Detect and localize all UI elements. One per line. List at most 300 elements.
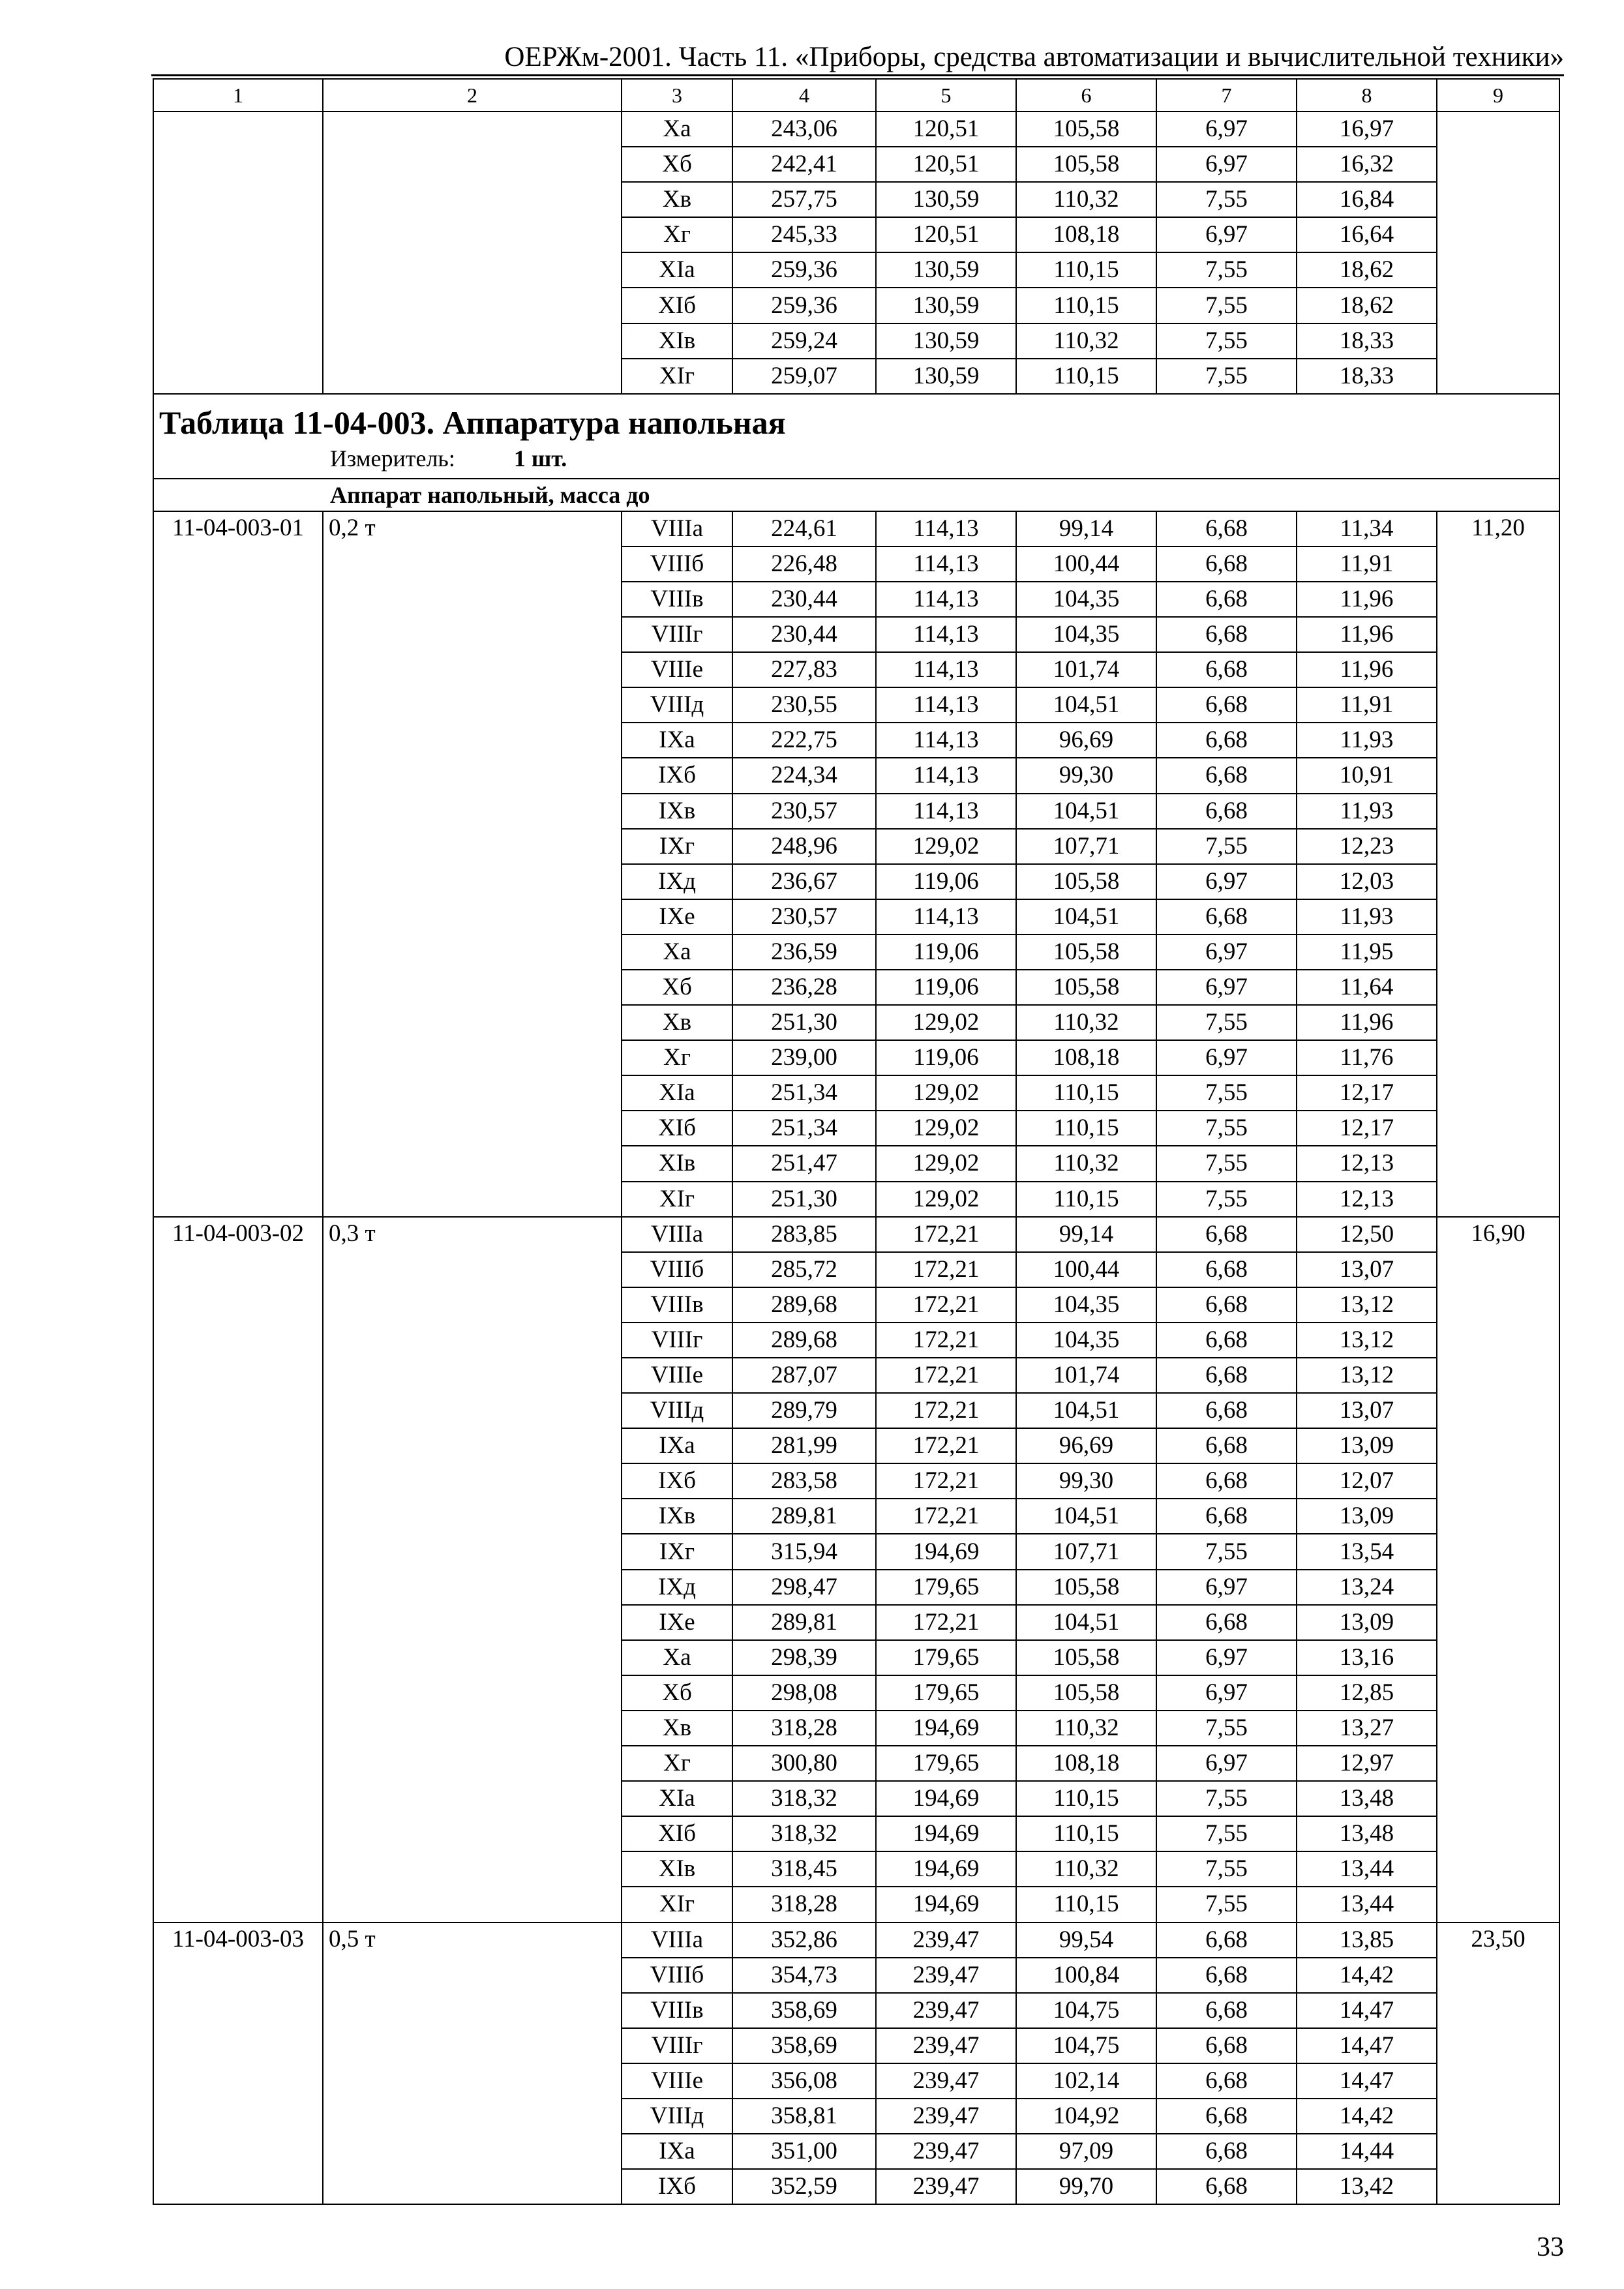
table-cell: 13,85: [1297, 1922, 1437, 1958]
table-cell: 194,69: [876, 1781, 1016, 1816]
table-cell: 11,93: [1297, 794, 1437, 829]
table-cell: VIIIг: [622, 1323, 732, 1358]
table-cell: 110,15: [1016, 1075, 1156, 1111]
table-title-row: [153, 394, 1559, 479]
table-cell: 6,97: [1156, 1746, 1297, 1781]
table-cell: Хв: [622, 182, 732, 217]
table-cell: VIIIб: [622, 1252, 732, 1287]
table-cell: 6,68: [1156, 652, 1297, 687]
table-cell: 7,55: [1156, 1005, 1297, 1040]
table-cell: 120,51: [876, 217, 1016, 252]
table-cell: 110,32: [1016, 1146, 1156, 1181]
table-cell: 13,12: [1297, 1358, 1437, 1393]
table-cell: 105,58: [1016, 1640, 1156, 1675]
table-cell: 99,14: [1016, 511, 1156, 546]
table-cell: 105,58: [1016, 935, 1156, 970]
table-cell: 100,44: [1016, 1252, 1156, 1287]
table-cell: 6,97: [1156, 217, 1297, 252]
table-cell: ХIб: [622, 288, 732, 323]
table-cell: 6,68: [1156, 1428, 1297, 1463]
table-cell: 230,44: [732, 617, 876, 652]
table-cell: 318,32: [732, 1781, 876, 1816]
table-cell: 14,42: [1297, 1958, 1437, 1993]
table-cell: 7,55: [1156, 1887, 1297, 1922]
table-cell: 130,59: [876, 359, 1016, 394]
table-cell: 7,55: [1156, 1534, 1297, 1569]
table-cell: 11,93: [1297, 899, 1437, 935]
table-cell: 7,55: [1156, 252, 1297, 288]
table-cell: 16,32: [1297, 147, 1437, 182]
table-cell: 239,47: [876, 1993, 1016, 2028]
table-cell: 14,42: [1297, 2099, 1437, 2134]
table-cell: 119,06: [876, 935, 1016, 970]
table-cell: 114,13: [876, 546, 1016, 582]
table-cell: 227,83: [732, 652, 876, 687]
table-cell: 239,00: [732, 1040, 876, 1075]
table-cell: 226,48: [732, 546, 876, 582]
table-cell: VIIIе: [622, 2063, 732, 2099]
table-cell: 257,75: [732, 182, 876, 217]
table-cell: 224,61: [732, 511, 876, 546]
table-cell: 13,44: [1297, 1887, 1437, 1922]
table-cell: 114,13: [876, 582, 1016, 617]
table-cell: 289,79: [732, 1393, 876, 1428]
table-cell: 129,02: [876, 1111, 1016, 1146]
table-cell: IХв: [622, 794, 732, 829]
table-cell: 251,30: [732, 1005, 876, 1040]
table-cell: 239,47: [876, 2169, 1016, 2204]
table-cell: Ха: [622, 1640, 732, 1675]
table-cell: IХв: [622, 1499, 732, 1534]
table-cell: 129,02: [876, 1075, 1016, 1111]
table-cell: 119,06: [876, 1040, 1016, 1075]
table-cell: 13,07: [1297, 1252, 1437, 1287]
table-cell: 105,58: [1016, 1675, 1156, 1711]
page-number: 33: [1537, 2232, 1564, 2262]
table-cell: 11,64: [1297, 970, 1437, 1005]
mass-limit: 0,5 т: [323, 1922, 622, 2205]
rate-code: 11-04-003-03: [153, 1922, 323, 2205]
table-cell: IХе: [622, 1605, 732, 1640]
table-cell: 172,21: [876, 1428, 1016, 1463]
unit-label: Измеритель:: [330, 445, 455, 471]
table-cell: 6,97: [1156, 1040, 1297, 1075]
table-cell: 13,48: [1297, 1816, 1437, 1851]
table-cell: 129,02: [876, 1182, 1016, 1217]
table-cell: 16,64: [1297, 217, 1437, 252]
table-cell: 108,18: [1016, 1040, 1156, 1075]
table-cell: 14,47: [1297, 2028, 1437, 2063]
table-cell: 107,71: [1016, 1534, 1156, 1569]
table-cell: 318,28: [732, 1711, 876, 1746]
table-cell: 236,59: [732, 935, 876, 970]
table-cell: IХд: [622, 1570, 732, 1605]
table-cell: Ха: [622, 112, 732, 147]
table-cell: 6,68: [1156, 1993, 1297, 2028]
table-cell: 194,69: [876, 1816, 1016, 1851]
table-cell: 230,57: [732, 899, 876, 935]
table-cell: 110,15: [1016, 1182, 1156, 1217]
table-cell: 119,06: [876, 970, 1016, 1005]
table-cell: Хб: [622, 147, 732, 182]
table-cell: 11,96: [1297, 1005, 1437, 1040]
table-cell: 6,68: [1156, 2028, 1297, 2063]
table-cell: IХг: [622, 1534, 732, 1569]
table-cell: 239,47: [876, 2063, 1016, 2099]
table-cell: 172,21: [876, 1605, 1016, 1640]
table-cell: 104,75: [1016, 2028, 1156, 2063]
table-cell: 356,08: [732, 2063, 876, 2099]
table-cell: 11,91: [1297, 687, 1437, 723]
table-cell: 259,07: [732, 359, 876, 394]
table-cell: VIIIа: [622, 1922, 732, 1958]
table-cell: ХIа: [622, 252, 732, 288]
table-cell: 251,34: [732, 1111, 876, 1146]
table-cell: 13,12: [1297, 1323, 1437, 1358]
table-cell: 104,35: [1016, 1287, 1156, 1323]
table-cell: IХб: [622, 1463, 732, 1499]
table-cell: 110,15: [1016, 1111, 1156, 1146]
table-cell: 10,91: [1297, 758, 1437, 793]
table-cell: 6,68: [1156, 1393, 1297, 1428]
table-cell: Хб: [622, 1675, 732, 1711]
table-cell: ХIг: [622, 1887, 732, 1922]
table-cell: 6,97: [1156, 112, 1297, 147]
table-cell: 251,47: [732, 1146, 876, 1181]
table-cell: 172,21: [876, 1217, 1016, 1252]
table-cell: 6,68: [1156, 617, 1297, 652]
table-cell: 114,13: [876, 723, 1016, 758]
table-cell: 7,55: [1156, 1146, 1297, 1181]
table-cell: 14,47: [1297, 2063, 1437, 2099]
table-cell: 298,08: [732, 1675, 876, 1711]
table-cell: 96,69: [1016, 1428, 1156, 1463]
table-cell: 101,74: [1016, 652, 1156, 687]
table-cell: 13,24: [1297, 1570, 1437, 1605]
table-cell: ХIг: [622, 359, 732, 394]
table-cell: 358,81: [732, 2099, 876, 2134]
table-cell: 110,15: [1016, 252, 1156, 288]
table-cell: 6,68: [1156, 1922, 1297, 1958]
table-cell: 119,06: [876, 864, 1016, 899]
table-cell: 110,15: [1016, 1887, 1156, 1922]
table-cell: ХIг: [622, 1182, 732, 1217]
rates-table: [153, 78, 1560, 2205]
table-cell: 7,55: [1156, 1816, 1297, 1851]
table-cell: 18,33: [1297, 323, 1437, 359]
table-cell: 105,58: [1016, 1570, 1156, 1605]
table-cell: 6,68: [1156, 1287, 1297, 1323]
table-cell: 114,13: [876, 758, 1016, 793]
table-cell: 100,44: [1016, 546, 1156, 582]
table-cell: 104,51: [1016, 794, 1156, 829]
table-cell: 283,85: [732, 1217, 876, 1252]
table-cell: 12,07: [1297, 1463, 1437, 1499]
table-cell: 110,15: [1016, 359, 1156, 394]
table-cell: VIIIд: [622, 1393, 732, 1428]
table-cell: 11,76: [1297, 1040, 1437, 1075]
table-cell: 230,55: [732, 687, 876, 723]
table-cell: 7,55: [1156, 323, 1297, 359]
table-cell: 6,97: [1156, 147, 1297, 182]
table-cell: 172,21: [876, 1287, 1016, 1323]
table-cell: 12,50: [1297, 1217, 1437, 1252]
table-cell: 172,21: [876, 1463, 1016, 1499]
table-cell: 12,17: [1297, 1075, 1437, 1111]
table-cell: 13,42: [1297, 2169, 1437, 2204]
table-cell: 6,68: [1156, 2099, 1297, 2134]
table-cell: 6,97: [1156, 1570, 1297, 1605]
table-cell: 18,62: [1297, 288, 1437, 323]
table-cell: 230,44: [732, 582, 876, 617]
table-cell: 114,13: [876, 652, 1016, 687]
column-number-2: 2: [323, 79, 622, 112]
table-cell: 239,47: [876, 2134, 1016, 2169]
table-cell: 6,68: [1156, 2169, 1297, 2204]
table-cell: 289,68: [732, 1323, 876, 1358]
table-cell: 11,93: [1297, 723, 1437, 758]
section-title-row: [153, 479, 1559, 511]
table-cell: 13,09: [1297, 1499, 1437, 1534]
table-cell: 104,75: [1016, 1993, 1156, 2028]
table-cell: IХб: [622, 758, 732, 793]
table-cell: 110,15: [1016, 1781, 1156, 1816]
table-cell: 104,51: [1016, 687, 1156, 723]
table-cell: 6,68: [1156, 1958, 1297, 1993]
table-cell: 179,65: [876, 1675, 1016, 1711]
table-cell: 243,06: [732, 112, 876, 147]
table-cell: 12,97: [1297, 1746, 1437, 1781]
table-cell: 358,69: [732, 1993, 876, 2028]
table-cell: 105,58: [1016, 147, 1156, 182]
column-number-9: 9: [1437, 79, 1559, 112]
table-cell: 172,21: [876, 1358, 1016, 1393]
column-number-5: 5: [876, 79, 1016, 112]
table-cell: 12,13: [1297, 1146, 1437, 1181]
table-cell: 239,47: [876, 2028, 1016, 2063]
table-cell: 6,68: [1156, 1605, 1297, 1640]
table-cell: ХIа: [622, 1781, 732, 1816]
table-row: [153, 511, 1559, 546]
table-cell: 194,69: [876, 1851, 1016, 1887]
table-cell: 129,02: [876, 1146, 1016, 1181]
table-cell: 352,59: [732, 2169, 876, 2204]
section-title: Аппарат напольный, масса до: [153, 479, 1559, 511]
table-cell: 287,07: [732, 1358, 876, 1393]
table-cell: Хг: [622, 1746, 732, 1781]
table-cell: 179,65: [876, 1570, 1016, 1605]
table-cell: 285,72: [732, 1252, 876, 1287]
table-cell: VIIIг: [622, 617, 732, 652]
table-cell: 6,68: [1156, 1323, 1297, 1358]
table-cell: 11,96: [1297, 617, 1437, 652]
table-cell: 251,34: [732, 1075, 876, 1111]
table-cell: 245,33: [732, 217, 876, 252]
table-cell: 6,97: [1156, 1675, 1297, 1711]
table-cell: 100,84: [1016, 1958, 1156, 1993]
table-cell: 108,18: [1016, 1746, 1156, 1781]
table-cell: 7,55: [1156, 182, 1297, 217]
table-cell: 105,58: [1016, 112, 1156, 147]
table-cell: 251,30: [732, 1182, 876, 1217]
table-cell: IХд: [622, 864, 732, 899]
table-cell: ХIб: [622, 1816, 732, 1851]
col9-value: 11,20: [1437, 511, 1559, 1217]
table-cell: 7,55: [1156, 829, 1297, 864]
table-cell: VIIIа: [622, 1217, 732, 1252]
table-cell: 6,68: [1156, 687, 1297, 723]
unit-line: [159, 443, 1554, 474]
table-cell: 6,68: [1156, 546, 1297, 582]
table-cell: VIIIе: [622, 652, 732, 687]
table-cell: 114,13: [876, 794, 1016, 829]
table-cell: 6,97: [1156, 970, 1297, 1005]
table-cell: 298,47: [732, 1570, 876, 1605]
table-cell: 13,27: [1297, 1711, 1437, 1746]
table-cell: ХIв: [622, 1146, 732, 1181]
table-cell: 194,69: [876, 1711, 1016, 1746]
table-cell: 13,44: [1297, 1851, 1437, 1887]
table-cell: 102,14: [1016, 2063, 1156, 2099]
table-cell: 13,48: [1297, 1781, 1437, 1816]
table-cell: 7,55: [1156, 1851, 1297, 1887]
table-cell: 11,34: [1297, 511, 1437, 546]
mass-cell: [323, 112, 622, 394]
table-cell: 110,15: [1016, 288, 1156, 323]
table-cell: 104,51: [1016, 1393, 1156, 1428]
table-cell: ХIб: [622, 1111, 732, 1146]
table-cell: 110,15: [1016, 1816, 1156, 1851]
table-cell: 281,99: [732, 1428, 876, 1463]
table-cell: 6,68: [1156, 899, 1297, 935]
table-cell: VIIIв: [622, 1287, 732, 1323]
unit-value: 1 шт.: [513, 445, 567, 471]
table-cell: 12,13: [1297, 1182, 1437, 1217]
table-cell: VIIIв: [622, 582, 732, 617]
table-cell: 114,13: [876, 687, 1016, 723]
table-cell: 130,59: [876, 182, 1016, 217]
table-cell: 130,59: [876, 252, 1016, 288]
table-row: [153, 112, 1559, 147]
table-cell: 7,55: [1156, 288, 1297, 323]
table-cell: 224,34: [732, 758, 876, 793]
table-cell: 114,13: [876, 617, 1016, 652]
table-cell: 354,73: [732, 1958, 876, 1993]
table-cell: VIIIб: [622, 546, 732, 582]
table-cell: 236,67: [732, 864, 876, 899]
table-cell: 283,58: [732, 1463, 876, 1499]
table-cell: 104,51: [1016, 1499, 1156, 1534]
table-title: Таблица 11-04-003. Аппаратура напольная: [159, 404, 786, 441]
table-cell: 172,21: [876, 1393, 1016, 1428]
table-cell: 13,09: [1297, 1428, 1437, 1463]
table-cell: 239,47: [876, 1922, 1016, 1958]
table-cell: 6,68: [1156, 794, 1297, 829]
rate-code: 11-04-003-02: [153, 1217, 323, 1922]
table-cell: 7,55: [1156, 1075, 1297, 1111]
table-cell: 120,51: [876, 112, 1016, 147]
table-cell: 242,41: [732, 147, 876, 182]
table-cell: 129,02: [876, 829, 1016, 864]
table-cell: 18,62: [1297, 252, 1437, 288]
col9-value: 23,50: [1437, 1922, 1559, 2205]
table-cell: 114,13: [876, 511, 1016, 546]
table-cell: 239,47: [876, 1958, 1016, 1993]
table-cell: 108,18: [1016, 217, 1156, 252]
table-row: [153, 1217, 1559, 1252]
table-cell: 110,32: [1016, 182, 1156, 217]
mass-limit: 0,3 т: [323, 1217, 622, 1922]
table-cell: 259,24: [732, 323, 876, 359]
table-cell: 6,97: [1156, 864, 1297, 899]
table-cell: 298,39: [732, 1640, 876, 1675]
table-cell: 107,71: [1016, 829, 1156, 864]
table-cell: 259,36: [732, 252, 876, 288]
table-cell: 318,45: [732, 1851, 876, 1887]
table-cell: 99,30: [1016, 758, 1156, 793]
table-cell: 99,70: [1016, 2169, 1156, 2204]
table-cell: 6,68: [1156, 2134, 1297, 2169]
column-number-3: 3: [622, 79, 732, 112]
table-cell: 318,28: [732, 1887, 876, 1922]
column-number-1: 1: [153, 79, 323, 112]
table-cell: 13,09: [1297, 1605, 1437, 1640]
table-cell: 352,86: [732, 1922, 876, 1958]
table-cell: 99,14: [1016, 1217, 1156, 1252]
table-cell: 172,21: [876, 1323, 1016, 1358]
table-cell: IХа: [622, 723, 732, 758]
table-cell: 11,95: [1297, 935, 1437, 970]
table-cell: 11,96: [1297, 652, 1437, 687]
table-cell: 194,69: [876, 1534, 1016, 1569]
table-cell: 194,69: [876, 1887, 1016, 1922]
table-cell: 6,68: [1156, 511, 1297, 546]
table-cell: 172,21: [876, 1252, 1016, 1287]
table-cell: 315,94: [732, 1534, 876, 1569]
table-cell: ХIа: [622, 1075, 732, 1111]
column-number-6: 6: [1016, 79, 1156, 112]
table-cell: 114,13: [876, 899, 1016, 935]
table-cell: 6,68: [1156, 1217, 1297, 1252]
table-cell: 248,96: [732, 829, 876, 864]
table-cell: 11,96: [1297, 582, 1437, 617]
table-cell: VIIIг: [622, 2028, 732, 2063]
table-cell: 104,51: [1016, 899, 1156, 935]
table-cell: 104,51: [1016, 1605, 1156, 1640]
table-cell: 6,97: [1156, 1640, 1297, 1675]
table-cell: 13,07: [1297, 1393, 1437, 1428]
table-cell: 104,92: [1016, 2099, 1156, 2134]
table-cell: 6,68: [1156, 2063, 1297, 2099]
table-cell: 104,35: [1016, 1323, 1156, 1358]
table-cell: 13,54: [1297, 1534, 1437, 1569]
table-cell: VIIIа: [622, 511, 732, 546]
table-cell: 104,35: [1016, 617, 1156, 652]
table-cell: IХе: [622, 899, 732, 935]
table-cell: 6,68: [1156, 758, 1297, 793]
table-cell: 239,47: [876, 2099, 1016, 2134]
rates-table-body: [153, 79, 1559, 2204]
table-cell: IХа: [622, 1428, 732, 1463]
column-numbers-row: [153, 79, 1559, 112]
table-cell: 6,68: [1156, 1252, 1297, 1287]
table-cell: 179,65: [876, 1746, 1016, 1781]
table-row: [153, 1922, 1559, 1958]
table-cell: 6,68: [1156, 1358, 1297, 1393]
table-cell: VIIIд: [622, 2099, 732, 2134]
table-cell: 13,16: [1297, 1640, 1437, 1675]
table-cell: 7,55: [1156, 1182, 1297, 1217]
